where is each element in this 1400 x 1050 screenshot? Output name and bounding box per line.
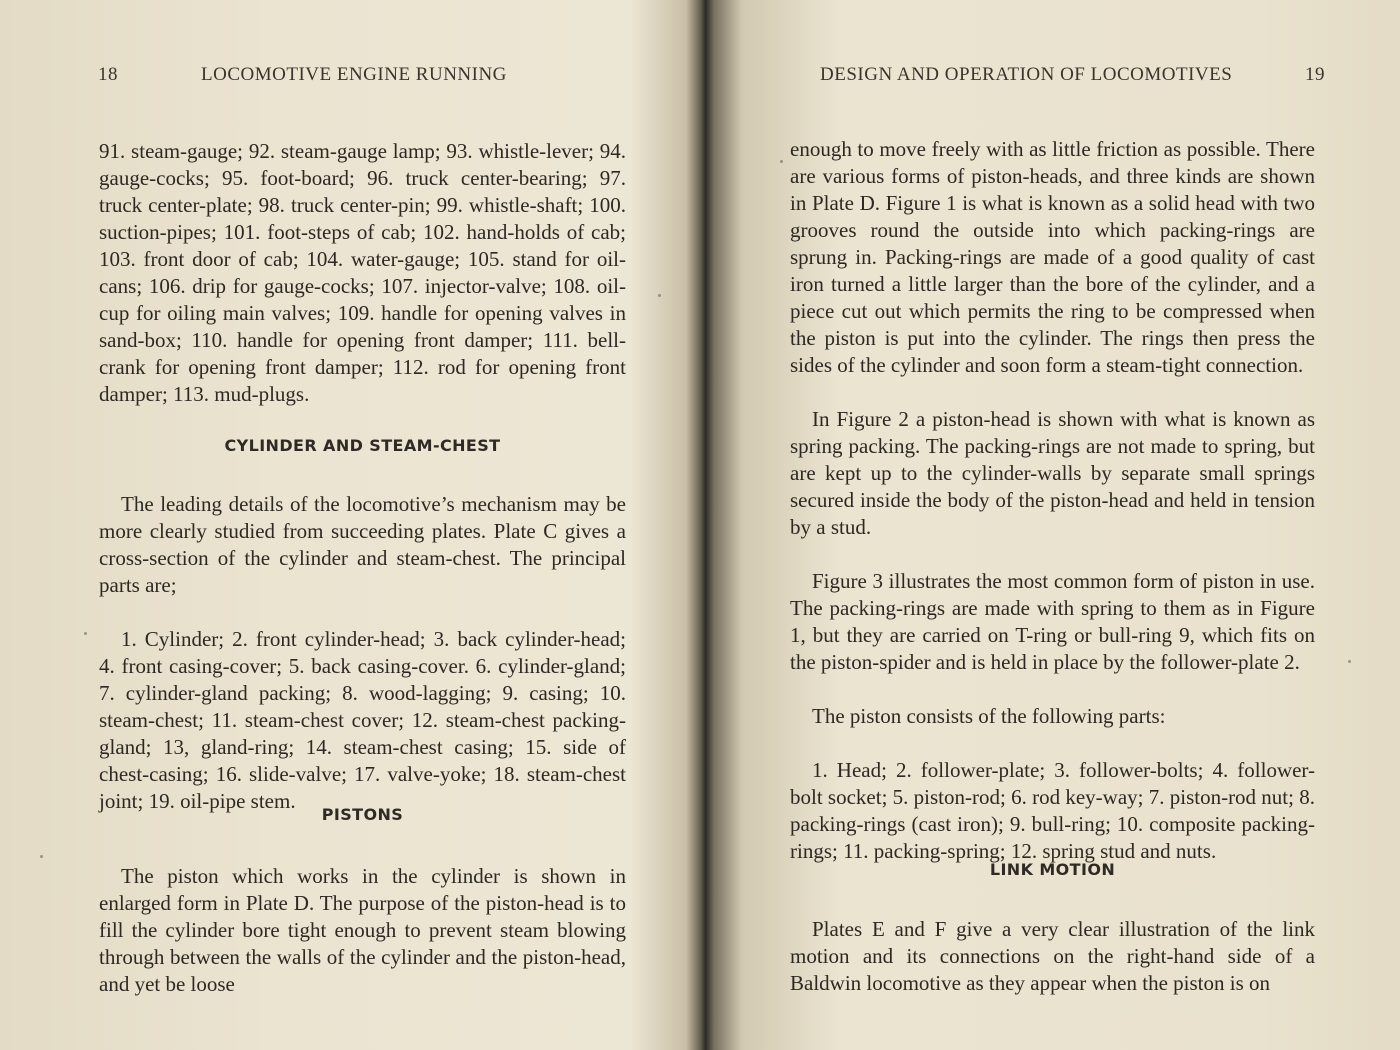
- piston-parts-paragraph: 1. Head; 2. follower-plate; 3. follower-bolts; 4. follower-bolt socket; 5. piston-rod; 6. rod key-way; 7. piston-rod nut; 8. packing-rings (cast iron); 9. bull-ring; 10. composite packing-rings; 11. packing-spring; 12. spring stud and nuts.: [790, 758, 1315, 863]
- right-page: [712, 0, 1400, 1050]
- right-running-title: DESIGN AND OPERATION OF LOCOMOTIVES: [820, 64, 1233, 85]
- left-parts-list: [99, 111, 626, 435]
- paper-speck: [84, 632, 87, 635]
- left-running-title: LOCOMOTIVE ENGINE RUNNING: [201, 64, 507, 85]
- paper-speck: [40, 855, 43, 858]
- cylinder-parts-paragraph: 1. Cylinder; 2. front cylinder-head; 3. back cylinder-head; 4. front casing-cover; 5. back casing-cover. 6. cylinder-gland; 7. cylinder-gland packing; 8. wood-lagging; 9. casing; 10. steam-chest; 11. steam-chest cover; 12. steam-chest packing-gland; 13, gland-ring; 14. steam-chest casing; 15. side of chest-casing; 16. slide-valve; 17. valve-yoke; 18. steam-chest joint; 19. oil-pipe stem.: [99, 627, 626, 813]
- right-piston-section: [790, 109, 1315, 892]
- parts-list-paragraph: 91. steam-gauge; 92. steam-gauge lamp; 93. whistle-lever; 94. gauge-cocks; 95. foot-board; 96. truck center-bearing; 97. truck center-plate; 98. truck center-pin; 99. whistle-shaft; 100. suction-pipes; 101. foot-steps of cab; 102. hand-holds of cab; 103. front door of cab; 104. water-gauge; 105. stand for oil-cans; 106. drip for gauge-cocks; 107. injector-valve; 108. oil-cup for oiling main valves; 109. handle for opening valves in sand-box; 110. handle for opening front damper; 111. bell-crank for opening front damper; 112. rod for opening front damper; 113. mud-plugs.: [99, 139, 626, 406]
- heading-link-motion: LINK MOTION: [989, 860, 1116, 879]
- link-motion-paragraph: Plates E and F give a very clear illustration of the link motion and its connections on the right-hand side of a Baldwin locomotive as they appear when the piston is on: [790, 917, 1315, 995]
- right-link-section: [790, 889, 1315, 1024]
- figure2-paragraph: In Figure 2 a piston-head is shown with what is known as spring packing. The packing-rings are not made to spring, but are kept up to the cylinder-walls by separate small springs secured inside the body of the piston-head and held in tension by a stud.: [790, 407, 1315, 539]
- right-running-head: [820, 64, 1325, 88]
- pistons-paragraph: The piston which works in the cylinder is shown in enlarged form in Plate D. The purpose of the piston-head is to fill the cylinder bore tight enough to prevent steam blowing through between the walls of the cylinder and the piston-head, and yet be loose: [99, 864, 626, 996]
- heading-pistons: PISTONS: [321, 805, 404, 824]
- piston-parts-intro: The piston consists of the following parts:: [812, 704, 1166, 728]
- paper-speck: [658, 294, 661, 297]
- left-cylinder-section: [99, 464, 626, 842]
- piston-continued-paragraph: enough to move freely with as little friction as possible. There are various forms of piston-heads, and three kinds are shown in Plate D. Figure 1 is what is known as a solid head with two grooves round the outside into which packing-rings are sprung in. Packing-rings are made of a good quality of cast iron turned a little larger than the bore of the cylinder, and a piece cut out which permits the ring to be compressed when the piston is put into the cylinder. The rings then press the sides of the cylinder and soon form a steam-tight connection.: [790, 137, 1315, 377]
- left-running-head: [98, 64, 628, 88]
- left-pistons-section: [99, 836, 626, 1025]
- heading-cylinder-steam-chest: CYLINDER AND STEAM-CHEST: [224, 436, 501, 455]
- cylinder-intro-paragraph: The leading details of the locomotive’s mechanism may be more clearly studied from succeeding plates. Plate C gives a cross-section of the cylinder and steam-chest. The principal parts are;: [99, 492, 626, 597]
- figure3-paragraph: Figure 3 illustrates the most common form of piston in use. The packing-rings are made with spring to them as in Figure 1, but they are carried on T-ring or bull-ring 9, which fits on the piston-spider and is held in place by the follower-plate 2.: [790, 569, 1315, 674]
- left-page: [0, 0, 690, 1050]
- paper-speck: [780, 160, 783, 163]
- right-page-number: 19: [1305, 64, 1325, 85]
- left-page-number: 18: [98, 64, 118, 85]
- paper-speck: [1348, 660, 1351, 663]
